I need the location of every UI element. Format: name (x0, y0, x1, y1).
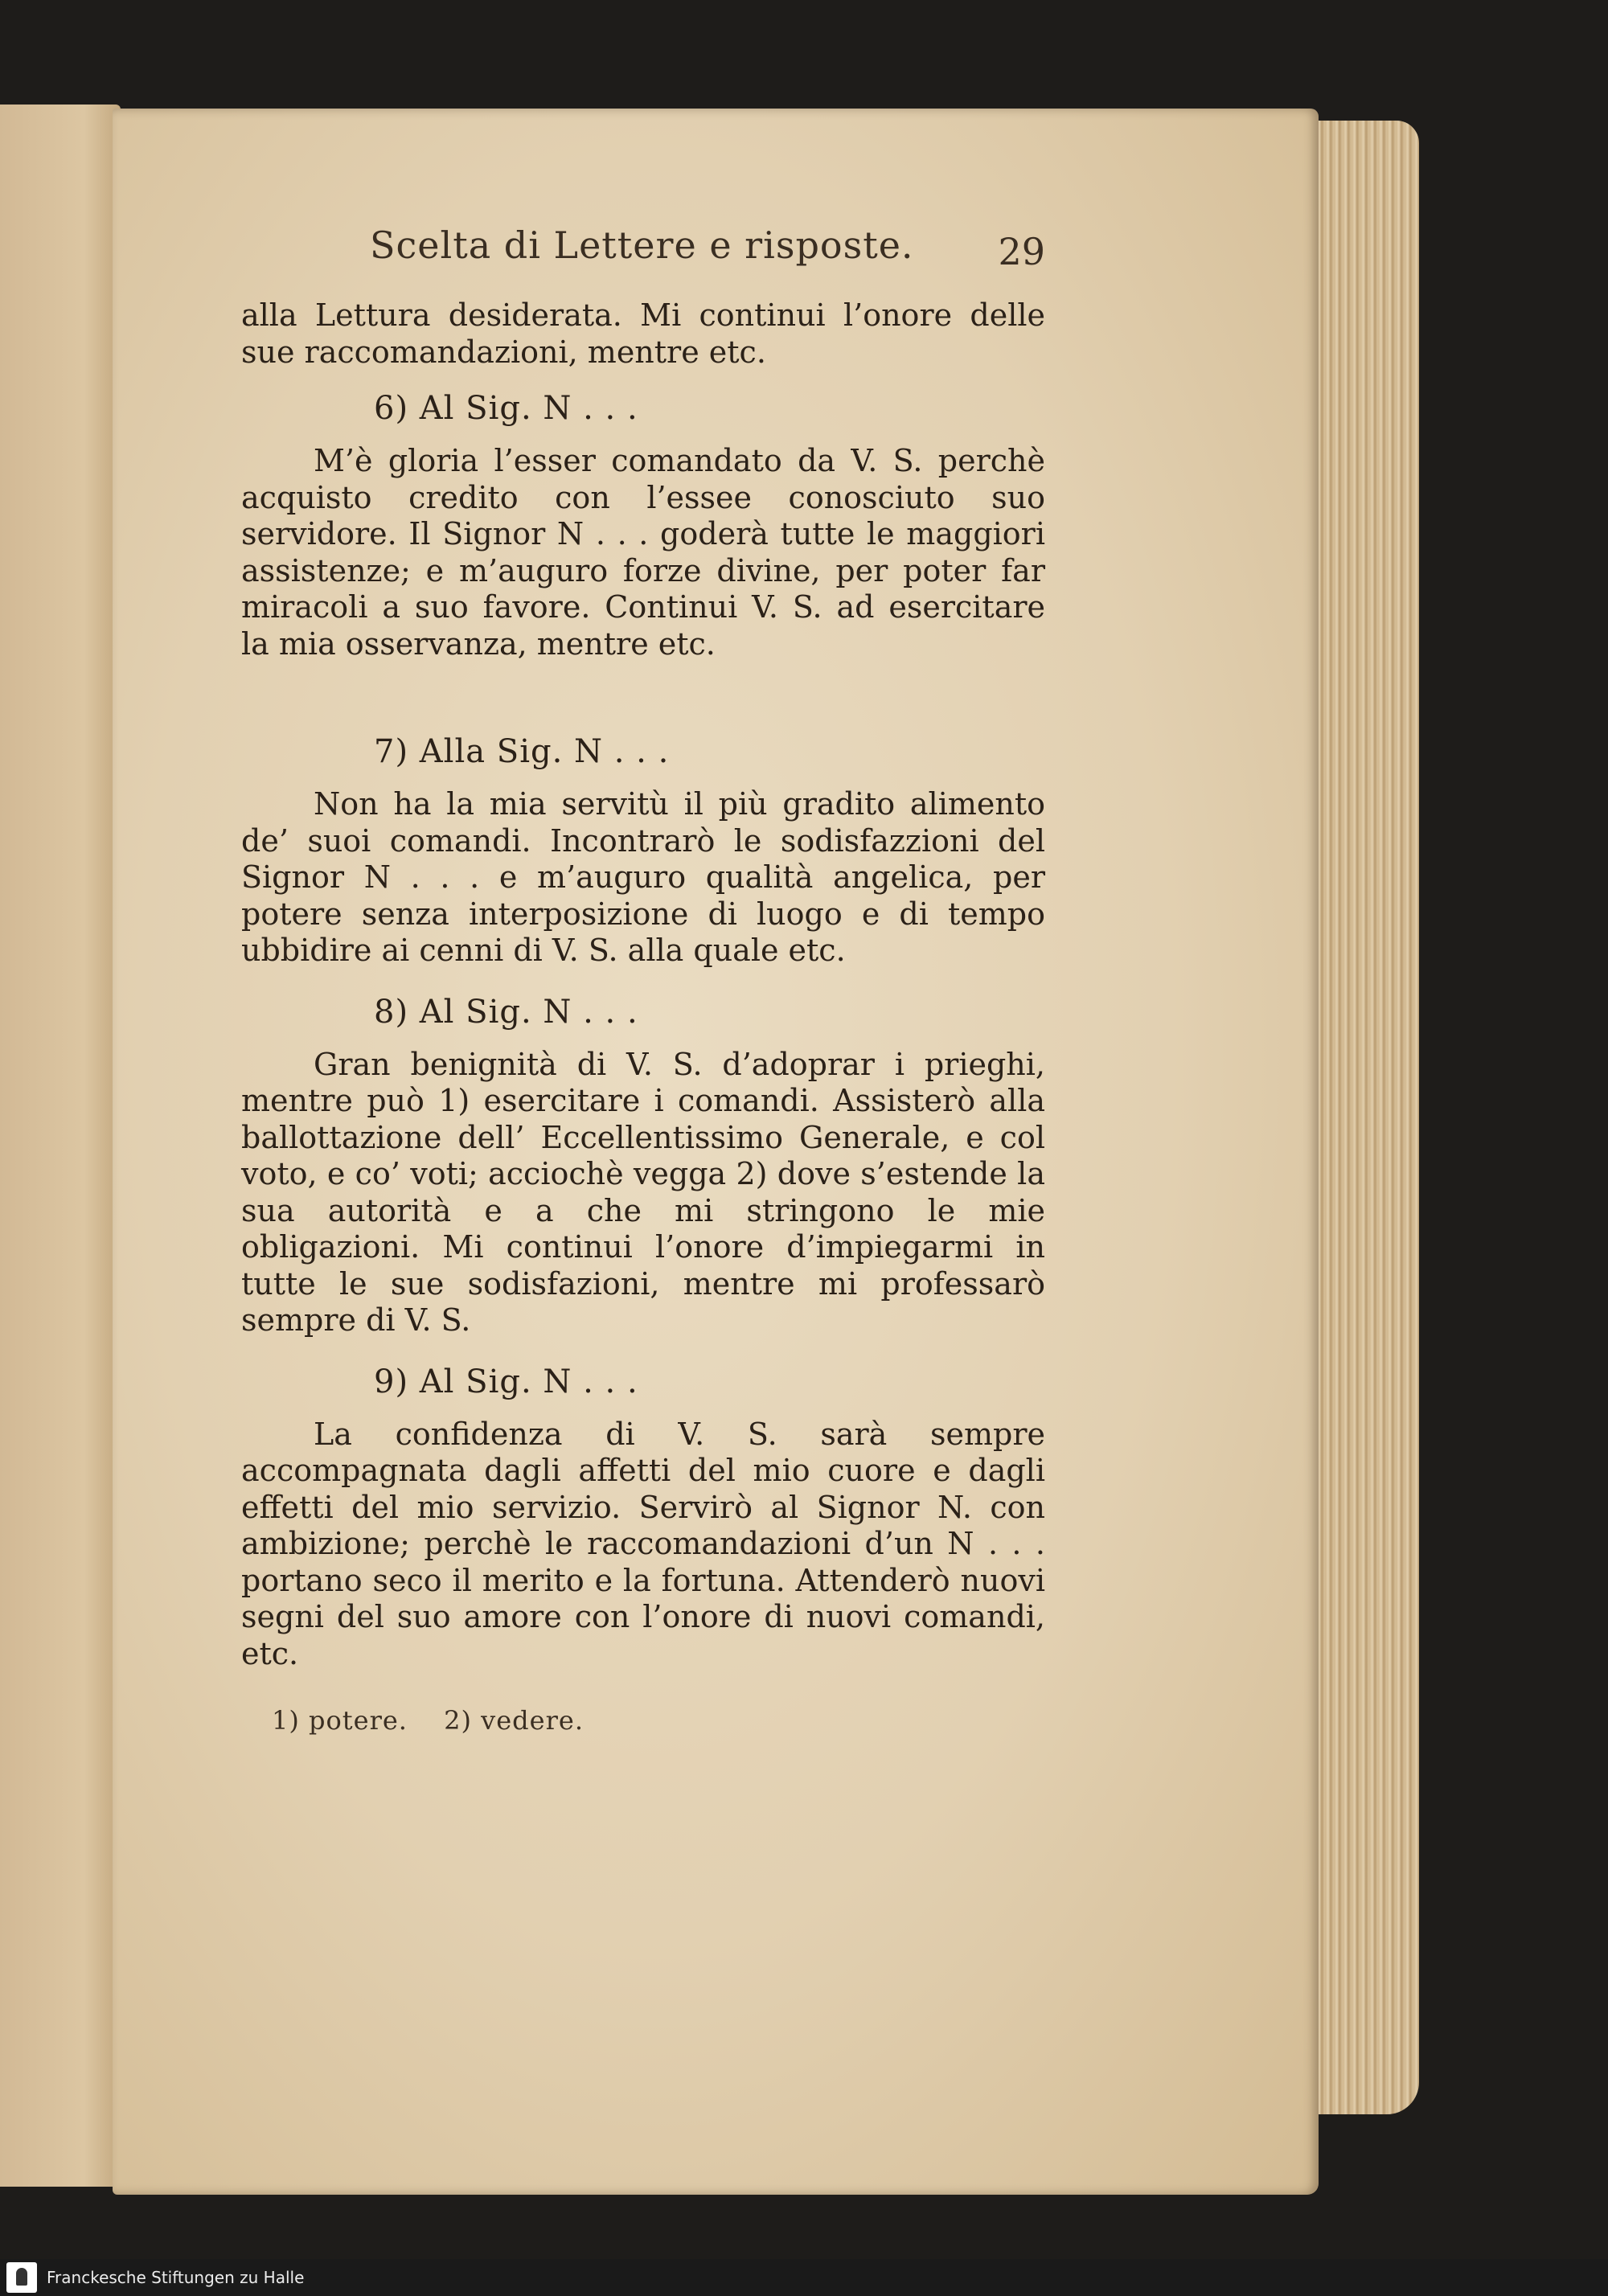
letter-body-9: La confidenza di V. S. sarà sempre accompagnata dagli affetti del mio cuore e dagli effetti del mio servizio. Servirò al Signor N. con ambizione; perchè le raccomandazioni d’un N . . . portano seco il merito e la fortuna. Attenderò nuovi segni del suo amore con l’onore di nuovi comandi, etc. (241, 1416, 1045, 1671)
letter-body-7: Non ha la mia servitù il più gradito alimento de’ suoi comandi. Incontrarò le sodisfazzioni del Signor N . . . e m’auguro qualità angelica, per potere senza interposizione di luogo e di tempo ubbidire ai cenni di V. S. alla quale etc. (241, 786, 1045, 968)
page-number: 29 (998, 230, 1045, 273)
letter-heading-9: 9) Al Sig. N . . . (374, 1363, 638, 1400)
letter-body-6: M’è gloria l’esser comandato da V. S. perchè acquisto credito con l’essee conosciuto suo servidore. Il Signor N . . . goderà tutte le maggiori assistenze; e m’auguro forze divine, per poter far miracoli a suo favore. Continui V. S. ad esercitare la mia osservanza, mentre etc. (241, 443, 1045, 662)
letter-heading-6: 6) Al Sig. N . . . (374, 390, 638, 427)
text-block (241, 297, 1045, 1672)
footnote-1: 1) potere. (272, 1705, 408, 1736)
running-title: Scelta di Lettere e risposte. (370, 223, 914, 267)
left-page-edge (0, 105, 121, 2187)
running-head (370, 223, 1045, 280)
footnote-2: 2) vedere. (444, 1705, 584, 1736)
footer-bar (0, 2259, 1608, 2296)
letter-heading-7: 7) Alla Sig. N . . . (374, 733, 670, 770)
letter-body-8: Gran benignità di V. S. d’adoprar i prieghi, mentre può 1) esercitare i comandi. Assisterò alla ballottazione dell’ Eccellentissimo Generale, e col voto, e co’ voti; acciochè vegga 2) dove s’estende la sua autorità e a che mi stringono le mie obligazioni. Mi continui l’onore d’impiegarmi in tutte le sue sodisfazioni, mentre mi professarò sempre di V. S. (241, 1046, 1045, 1338)
footnotes (272, 1705, 611, 1736)
letter-heading-8: 8) Al Sig. N . . . (374, 993, 638, 1031)
foundation-logo-icon (6, 2262, 37, 2293)
continuation-paragraph: alla Lettura desiderata. Mi continui l’onore delle sue raccomandazioni, mentre etc. (241, 297, 1045, 370)
footer-institution-label: Franckesche Stiftungen zu Halle (47, 2268, 305, 2287)
